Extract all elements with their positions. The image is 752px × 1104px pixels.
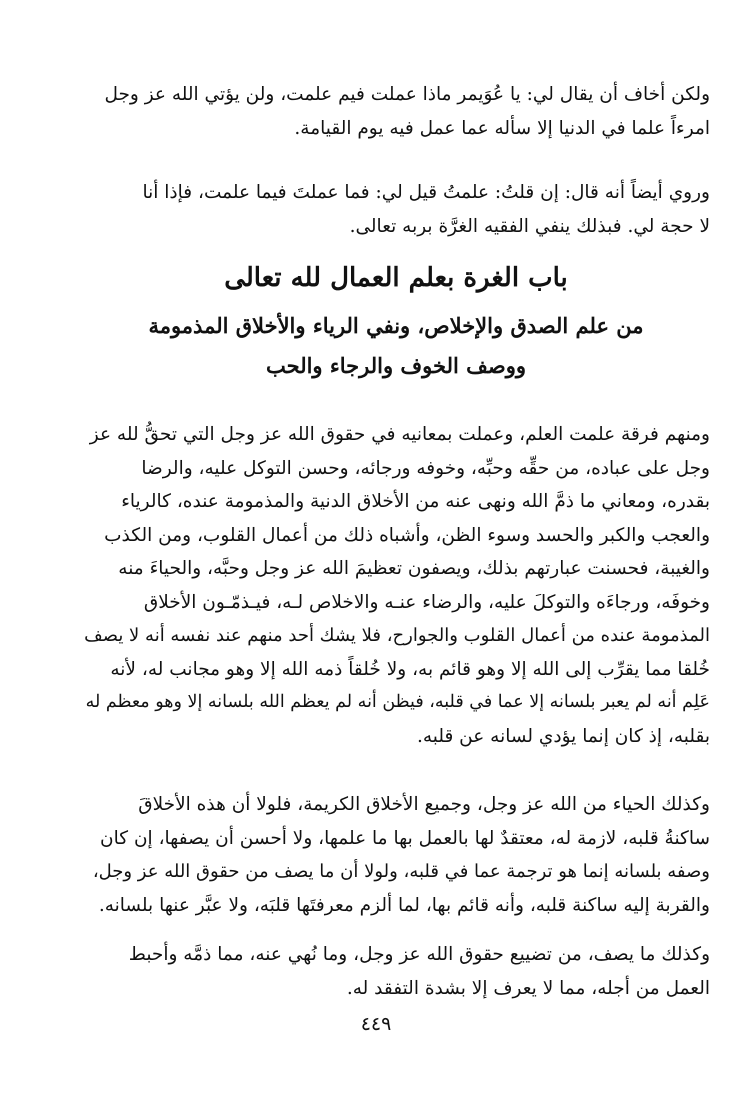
intro-paragraph-2 — [82, 176, 710, 243]
text-line: وكذلك ما يصف، من تضييع حقوق الله عز وجل، وما نُهي عنه، مما ذمَّه وأحبط — [128, 944, 710, 965]
section-subtitle-line-1: من علم الصدق والإخلاص، ونفي الرياء والأخلاق المذمومة — [148, 313, 644, 338]
text-line: وخوفَه، ورجاءَه والتوكلَ عليه، والرضاء عنـه والاخلاص لـه، فيـذمّـون الأخلاق — [143, 591, 710, 613]
text-line: وجل على عباده، من حقِّه وحبِّه، وخوفه ورجائه، وحسن التوكل عليه، والرضا — [141, 457, 710, 479]
section-subtitle-line-2: ووصف الخوف والرجاء والحب — [266, 353, 526, 378]
text-line: وصفه بلسانه إنما هو ترجمة عما في قلبه، ولولا أن ما يصف من حقوق الله عز وجل، — [92, 861, 710, 882]
text-line: المذمومة عنده من أعمال القلوب والجوارح، فلا يشك أحد منهم عند نفسه أنه لا يصف — [84, 625, 710, 646]
text-line: والعجب والكبر والحسد وسوء الظن، وأشباه ذلك من أعمال القلوب، ومن الكذب — [104, 524, 710, 546]
text-line: وكذلك الحياء من الله عز وجل، وجميع الأخلاق الكريمة، فلولا أن هذه الأخلاقَ — [138, 794, 710, 815]
body-paragraph-3 — [82, 938, 710, 1005]
text-line: العمل من أجله، مما لا يعرف إلا بشدة التفقد له. — [346, 977, 710, 999]
body-paragraph-2 — [82, 788, 710, 922]
text-line: بقلبه، إذ كان إنما يؤدي لسانه عن قلبه. — [416, 725, 710, 747]
text-line: لا حجة لي. فبذلك ينفي الفقيه الغرَّة بربه تعالى. — [349, 215, 710, 237]
text-line: امرءاً علما في الدنيا إلا سأله عما عمل فيه يوم القيامة. — [294, 117, 710, 139]
text-line: ولكن أخاف أن يقال لي: يا عُوَيمر ماذا عملت فيم علمت، ولن يؤتي الله عز وجل — [104, 84, 710, 105]
text-line: عَلِم أنه لم يعبر بلسانه إلا عما في قلبه، فيظن أنه لم يعظم الله بلسانه إلا وهو معظم له — [85, 692, 710, 712]
text-line: والقربة إليه ساكنة قلبه، وأنه قائم بها، لما ألزم معرفتَها قلبَه، ولا عبَّر عنها بلسانه. — [98, 894, 710, 916]
text-line: خُلقا مما يقرِّب إلى الله إلا وهو قائم به، ولا خُلقاً ذمه الله إلا وهو مجانب له، لأنه — [110, 658, 710, 680]
text-line: وروي أيضاً أنه قال: إن قلتُ: علمتُ قيل لي: فما عملتَ فيما علمت، فإذا أنا — [142, 182, 710, 203]
intro-paragraph-1 — [82, 78, 710, 145]
text-line: ساكنةُ قلبه، لازمة له، معتقدٌ لها بالعمل بها ما علمها، ولا أحسن أن يصفها، إن كان — [100, 827, 710, 849]
body-paragraph-1 — [82, 418, 710, 753]
page-number: ٤٤٩ — [360, 1013, 392, 1035]
text-line: ومنهم فرقة علمت العلم، وعملت بمعانيه في حقوق الله عز وجل التي تحقُّ لله عز — [89, 424, 710, 445]
text-line: بقدره، ومعاني ما ذمَّ الله ونهى عنه من الأخلاق الدنية والمذمومة عنده، كالرياء — [121, 491, 710, 512]
section-title: باب الغرة بعلم العمال لله تعالى — [224, 263, 568, 293]
text-line: والغيبة، فحسنت عبارتهم بذلك، ويصفون تعظيمَ الله عز وجل وحبَّه، والحياءَ منه — [118, 558, 710, 579]
